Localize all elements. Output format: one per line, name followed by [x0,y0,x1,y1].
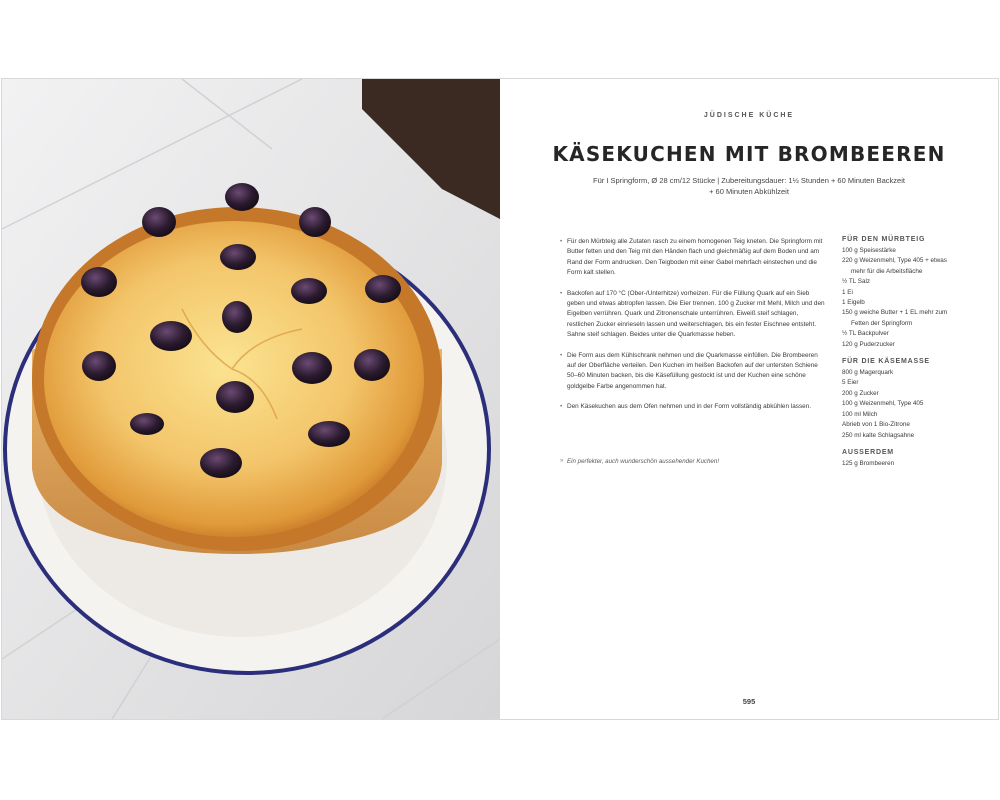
section-kicker: JÜDISCHE KÜCHE [703,112,795,119]
ingredient-item: 100 g Weizenmehl, Type 405 [842,400,924,408]
ingredient-item: 150 g weiche Butter + 1 EL mehr zum Fetten der Springform [842,309,948,327]
method-step: • Den Käsekuchen aus dem Ofen nehmen und in der Form vollständig abkühlen lassen. [560,402,826,412]
ingredient-item: 220 g Weizenmehl, Type 405 + etwas mehr für die Arbeitsfläche [842,257,947,275]
page-number: 595 [742,697,756,706]
ingredient-item: 100 ml Milch [842,410,878,418]
ingredient-group-heading: FÜR DEN MÜRBTEIG [842,236,926,243]
ingredient-item: 1 Eigelb [842,299,865,307]
ingredient-item: 200 g Zucker [842,389,879,397]
ingredient-item: ½ TL Backpulver [842,330,889,338]
ingredient-list [842,246,952,350]
ingredient-item: 5 Eier [842,379,859,387]
ingredient-item: 1 Ei [842,288,853,296]
ingredient-item: 250 ml kalte Schlagsahne [842,431,915,439]
method-step: • Die Form aus dem Kühlschrank nehmen und die Quarkmasse einfüllen. Die Brombeeren auf der Oberfläche verteilen. Den Kuchen im heißen Backofen auf der untersten Schiene 50–60 Minuten backen, bis die Käsefüllung gestockt ist und der Kuchen eine schöne goldgelbe Farbe angenommen hat. [560,351,826,393]
recipe-tip: » Ein perfekter, auch wunderschön aussehender Kuchen! [560,458,833,465]
ingredient-group-heading: FÜR DIE KÄSEMASSE [842,358,930,366]
ingredient-item: 120 g Puderzucker [842,340,895,348]
book-spread [1,78,999,720]
ingredient-item: 125 g Brombeeren [842,459,895,467]
ingredient-group-heading: AUSSERDEM [842,448,894,456]
cake-photo-illustration [2,79,500,719]
method-step: • Backofen auf 170 °C (Ober-/Unterhitze) vorheizen. Für die Füllung Quark auf ein Sieb geben und etwas abtropfen lassen. Die Eier trennen. 100 g Zucker mit Mehl, Milch und den Eigelben verrühren. Quark und Zitronenschale unterrühren. Eiweiß steif schlagen, restlichen Zucker einrieseln lassen und weiterschlagen, bis ein fester Eischnee entsteht. Sahne steif schlagen. Beides unter die Quarkmasse heben. [560,289,826,341]
ingredient-item: ½ TL Salz [842,278,871,286]
ingredient-list [842,368,952,441]
method-step: • Für den Mürbteig alle Zutaten rasch zu einem homogenen Teig kneten. Die Springform mit Butter fetten und den Teig mit den Händen flach und gleichmäßig auf dem Boden und am Rand der Form andrucken. Den Teigboden mit einer Gabel mehrfach einstechen und die Form kalt stellen. [560,237,826,279]
ingredient-item: Abrieb von 1 Bio-Zitrone [842,421,910,429]
ingredients-column [842,236,952,477]
ingredient-list [842,459,952,469]
recipe-meta [554,175,944,197]
cake-photo [2,79,500,719]
recipe-page [500,79,998,719]
ingredient-item: 100 g Speisestärke [842,247,896,254]
recipe-title: KÄSEKUCHEN MIT BROMBEEREN [552,142,946,166]
recipe-meta-line: Für I Springform, Ø 28 cm/12 Stücke | Zubereitungsdauer: 1½ Stunden + 60 Minuten Backzeit [593,176,905,185]
recipe-meta-line: + 60 Minuten Abkühlzeit [709,187,789,196]
ingredient-item: 800 g Magerquark [842,369,894,377]
method-steps [560,237,826,423]
